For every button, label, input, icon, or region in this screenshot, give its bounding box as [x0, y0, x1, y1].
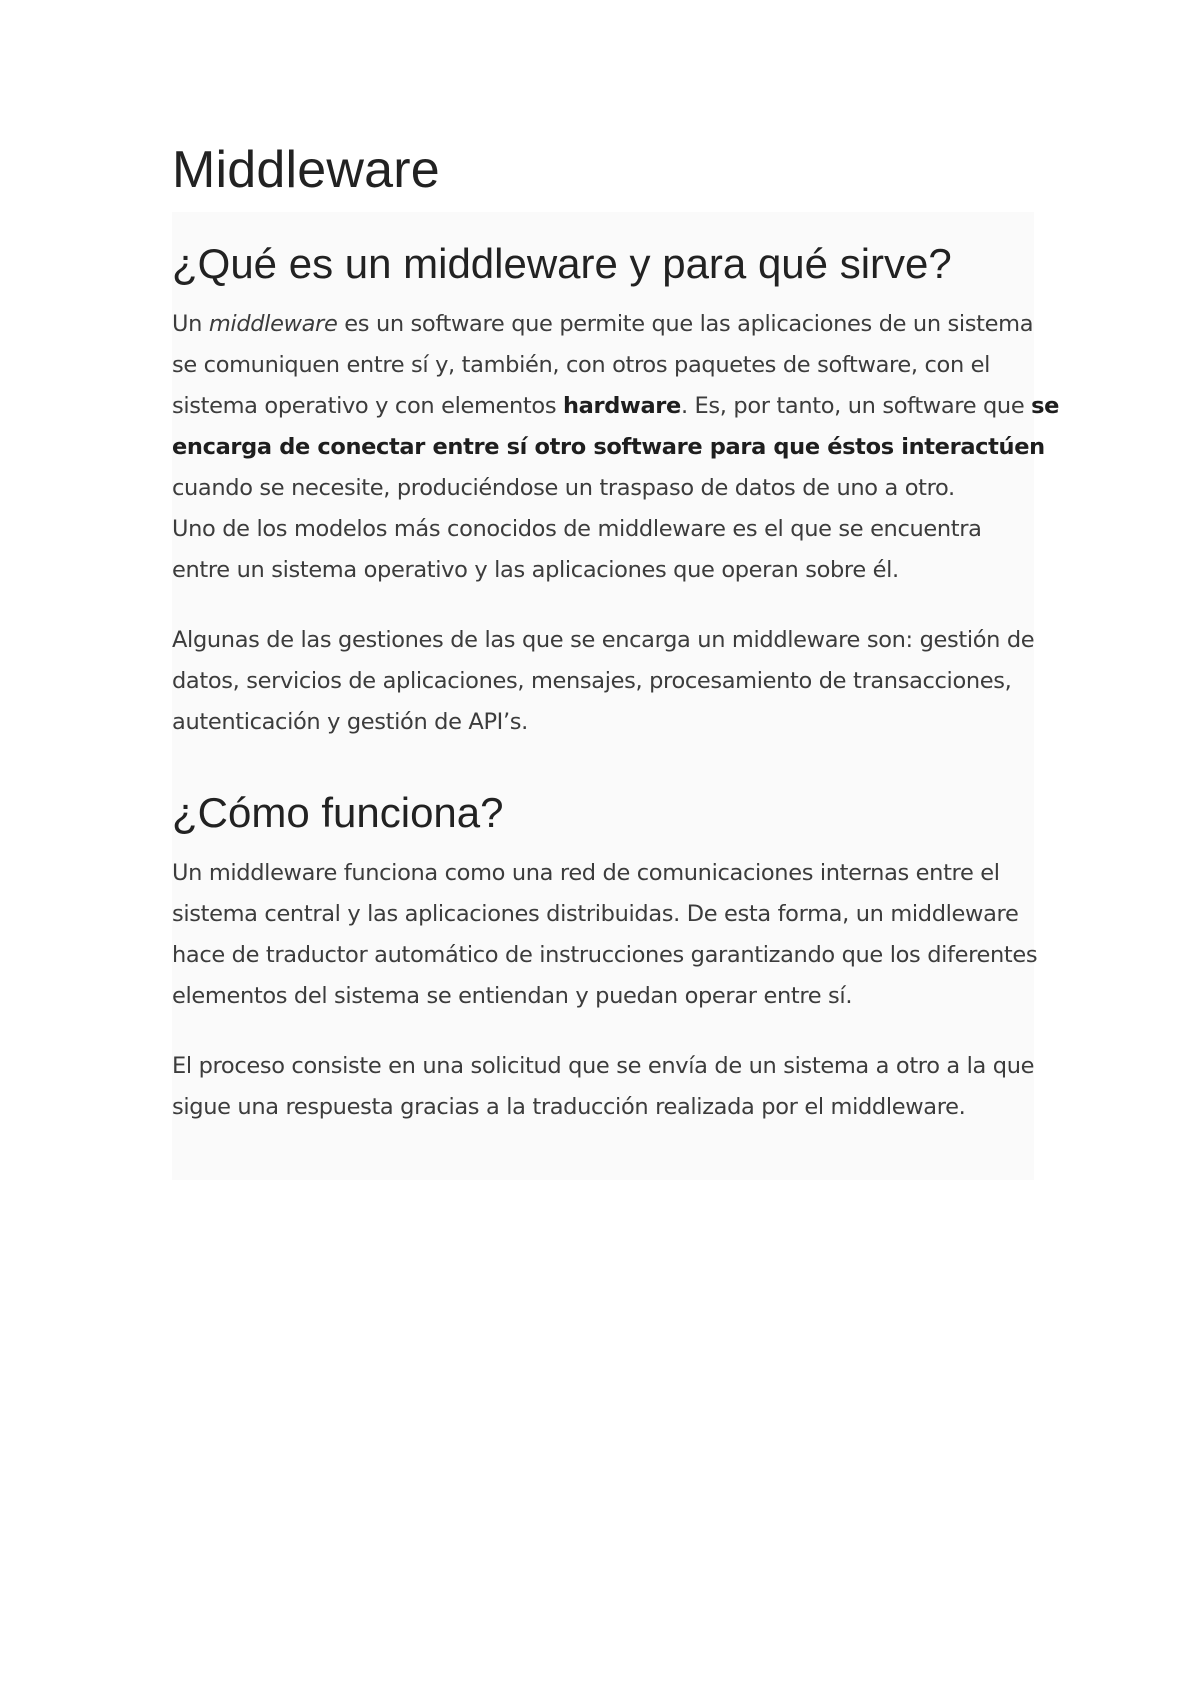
paragraph-definition: [172, 304, 1060, 591]
text-line: Un middleware funciona como una red de comunicaciones internas entre el: [172, 860, 1000, 886]
text-line: El proceso consiste en una solicitud que se envía de un sistema a otro a la que: [172, 1053, 1035, 1079]
text-line: Uno de los modelos más conocidos de middleware es el que se encuentra: [172, 516, 982, 542]
bold-statement: encarga de conectar entre sí otro software para que éstos interactúen: [172, 434, 1045, 460]
text-line: se comuniquen entre sí y, también, con otros paquetes de software, con el: [172, 352, 991, 378]
text-line: [172, 304, 1042, 345]
text-run: es un software que permite que las aplicaciones de un sistema: [337, 311, 1034, 337]
text-run: . Es, por tanto, un software que: [680, 393, 1032, 419]
page-title: Middleware: [172, 141, 440, 199]
text-line: cuando se necesite, produciéndose un traspaso de datos de uno a otro.: [172, 475, 955, 501]
document-content: [172, 140, 1060, 1128]
text-line: sistema central y las aplicaciones distribuidas. De esta forma, un middleware: [172, 901, 1019, 927]
section-heading-que-es: ¿Qué es un middleware y para qué sirve?: [172, 240, 952, 287]
text-line: [172, 386, 1060, 427]
paragraph-proceso: [172, 1046, 1042, 1128]
text-line: hace de traductor automático de instrucciones garantizando que los diferentes: [172, 942, 1038, 968]
text-line: entre un sistema operativo y las aplicaciones que operan sobre él.: [172, 557, 899, 583]
emphasis-middleware: middleware: [208, 311, 338, 337]
text-run: Un: [172, 311, 209, 337]
bold-hardware: hardware: [563, 393, 681, 419]
bold-se: se: [1031, 393, 1060, 419]
paragraph-funcionamiento: [172, 853, 1042, 1017]
text-line: autenticación y gestión de API’s.: [172, 709, 528, 735]
text-line: datos, servicios de aplicaciones, mensajes, procesamiento de transacciones,: [172, 668, 1012, 694]
paragraph-gestiones: [172, 620, 1042, 743]
text-line: Algunas de las gestiones de las que se encarga un middleware son: gestión de: [172, 627, 1035, 653]
section-heading-como-funciona: ¿Cómo funciona?: [172, 789, 504, 836]
text-run: sistema operativo y con elementos: [172, 393, 563, 419]
text-line: sigue una respuesta gracias a la traducción realizada por el middleware.: [172, 1094, 966, 1120]
text-line: elementos del sistema se entiendan y puedan operar entre sí.: [172, 983, 853, 1009]
